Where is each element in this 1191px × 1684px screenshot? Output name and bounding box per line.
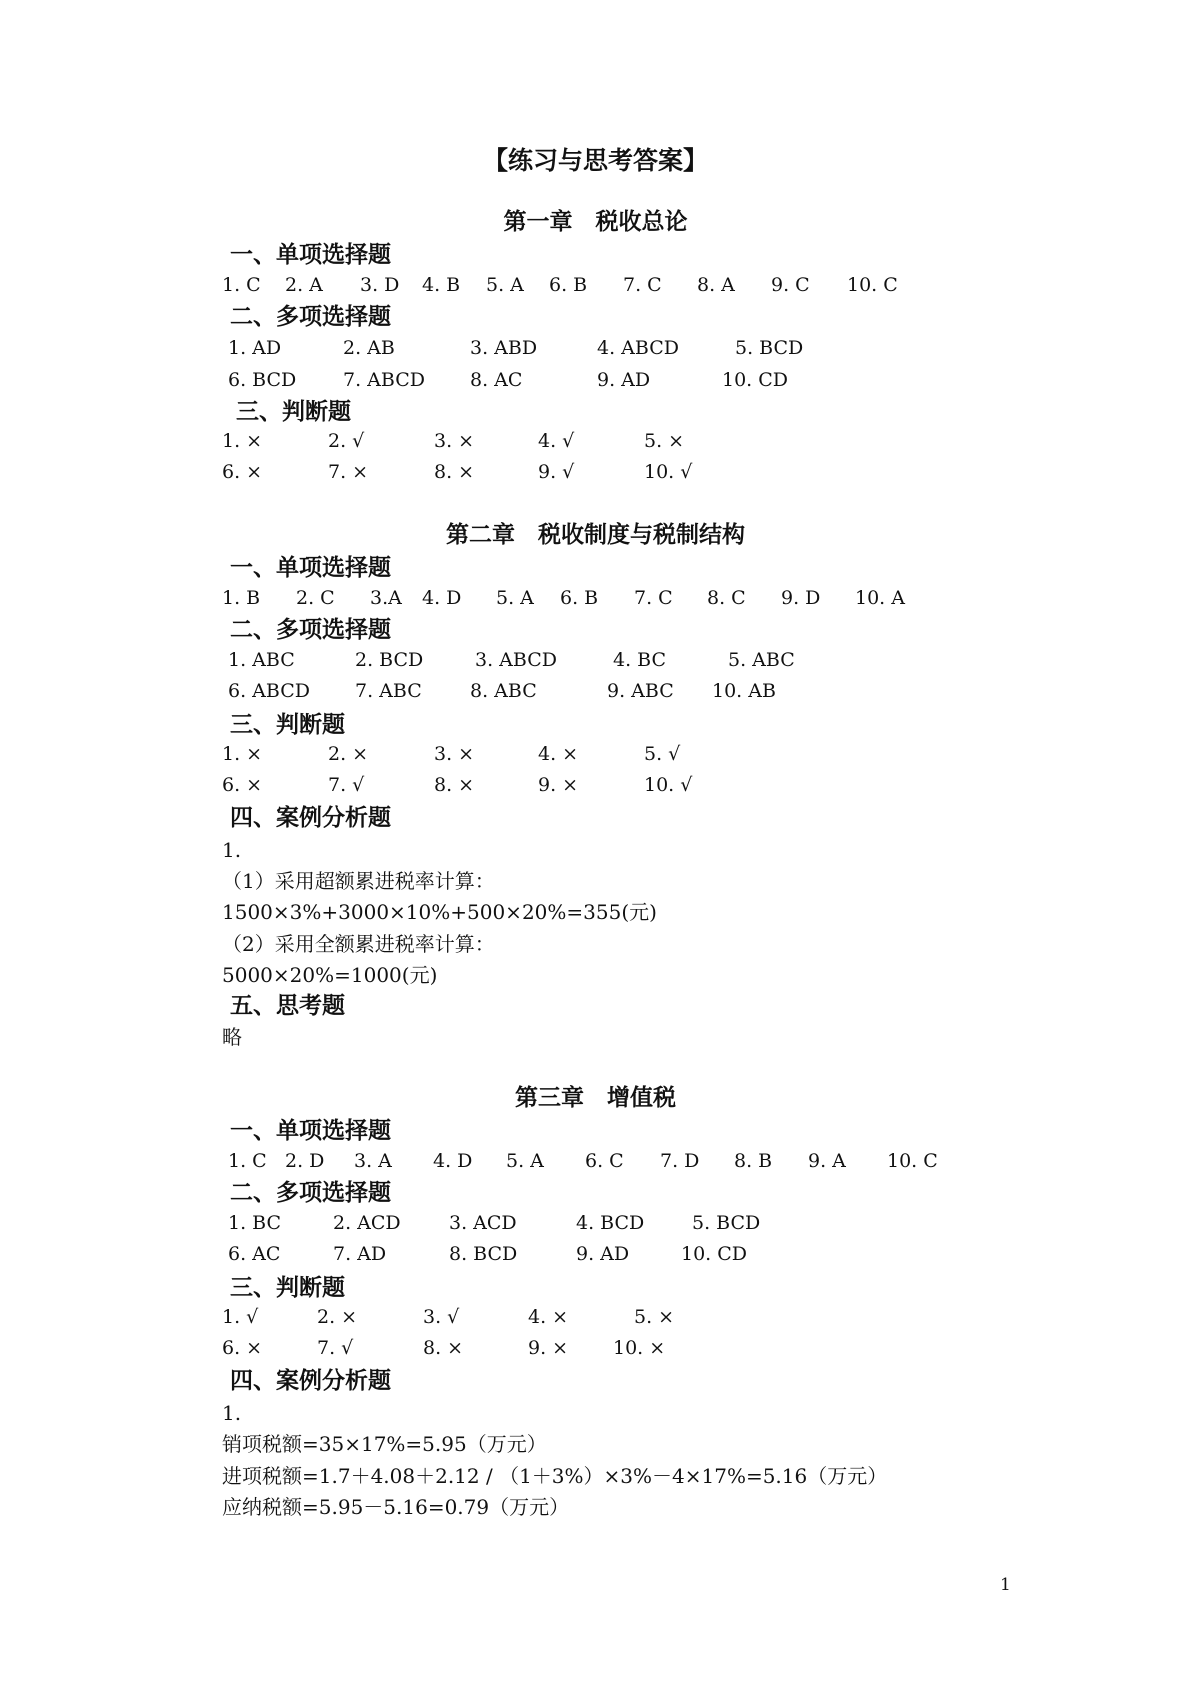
ch3-multi-answer: 5. BCD bbox=[692, 1212, 761, 1234]
ch1-judgment-answer: 6. × bbox=[222, 461, 263, 483]
ch3-judgment-answer: 4. × bbox=[528, 1306, 569, 1328]
ch2-think-heading: 五、思考题 bbox=[230, 992, 345, 1019]
ch3-multi-answer: 1. BC bbox=[228, 1212, 282, 1234]
ch1-single-answer: 1. C bbox=[222, 274, 261, 296]
ch2-multi-answer: 8. ABC bbox=[470, 680, 537, 702]
ch1-multi-answer: 9. AD bbox=[597, 369, 651, 391]
ch2-multi-choice-heading: 二、多项选择题 bbox=[230, 616, 391, 643]
ch3-single-answer: 4. D bbox=[433, 1150, 473, 1172]
ch3-multi-answer: 3. ACD bbox=[449, 1212, 517, 1234]
ch2-single-answer: 7. C bbox=[634, 587, 673, 609]
ch2-judgment-answer: 4. × bbox=[538, 743, 579, 765]
ch2-judgment-answer: 5. √ bbox=[644, 743, 681, 765]
ch1-single-answer: 7. C bbox=[623, 274, 662, 296]
page-number: 1 bbox=[1000, 1575, 1011, 1595]
ch3-judgment-answer: 1. √ bbox=[222, 1306, 259, 1328]
ch2-case-line: 1500×3%+3000×10%+500×20%=355(元) bbox=[222, 900, 657, 924]
ch1-judgment-answer: 4. √ bbox=[538, 430, 575, 452]
chapter-2-title: 第二章 税收制度与税制结构 bbox=[446, 521, 745, 548]
ch1-single-answer: 9. C bbox=[771, 274, 810, 296]
ch3-single-answer: 3. A bbox=[354, 1150, 392, 1172]
ch1-single-answer: 5. A bbox=[486, 274, 524, 296]
ch1-judgment-answer: 1. × bbox=[222, 430, 263, 452]
ch3-single-answer: 10. C bbox=[887, 1150, 938, 1172]
ch3-single-answer: 9. A bbox=[808, 1150, 846, 1172]
ch3-single-answer: 6. C bbox=[585, 1150, 624, 1172]
ch2-judgment-answer: 1. × bbox=[222, 743, 263, 765]
ch2-case-line: （2）采用全额累进税率计算： bbox=[222, 932, 495, 956]
ch1-multi-answer: 6. BCD bbox=[228, 369, 297, 391]
ch1-single-answer: 2. A bbox=[285, 274, 323, 296]
ch2-multi-answer: 5. ABC bbox=[728, 649, 795, 671]
ch2-single-answer: 3.A bbox=[370, 587, 402, 609]
ch3-judgment-answer: 7. √ bbox=[317, 1337, 354, 1359]
ch2-multi-answer: 9. ABC bbox=[607, 680, 674, 702]
ch2-multi-answer: 3. ABCD bbox=[475, 649, 557, 671]
chapter-3-title: 第三章 增值税 bbox=[515, 1084, 676, 1111]
ch3-single-answer: 5. A bbox=[506, 1150, 544, 1172]
ch2-case-line: 1. bbox=[222, 838, 242, 862]
ch2-case-heading: 四、案例分析题 bbox=[230, 804, 391, 831]
ch2-case-line: 5000×20%=1000(元) bbox=[222, 963, 438, 987]
ch2-single-answer: 9. D bbox=[781, 587, 821, 609]
ch3-multi-answer: 7. AD bbox=[333, 1243, 387, 1265]
ch1-judgment-answer: 2. √ bbox=[328, 430, 365, 452]
ch2-multi-answer: 7. ABC bbox=[355, 680, 422, 702]
ch2-single-answer: 1. B bbox=[222, 587, 261, 609]
ch1-multi-answer: 3. ABD bbox=[470, 337, 538, 359]
ch3-judgment-answer: 5. × bbox=[634, 1306, 675, 1328]
ch2-judgment-answer: 6. × bbox=[222, 774, 263, 796]
ch1-judgment-answer: 7. × bbox=[328, 461, 369, 483]
ch1-multi-answer: 7. ABCD bbox=[343, 369, 425, 391]
ch2-single-answer: 10. A bbox=[855, 587, 905, 609]
ch2-judgment-answer: 3. × bbox=[434, 743, 475, 765]
ch2-single-answer: 6. B bbox=[560, 587, 599, 609]
ch3-judgment-answer: 9. × bbox=[528, 1337, 569, 1359]
ch1-multi-answer: 4. ABCD bbox=[597, 337, 679, 359]
ch1-judgment-heading: 三、判断题 bbox=[236, 398, 351, 425]
ch1-single-answer: 8. A bbox=[697, 274, 735, 296]
ch3-judgment-answer: 3. √ bbox=[423, 1306, 460, 1328]
ch3-judgment-answer: 2. × bbox=[317, 1306, 358, 1328]
ch2-judgment-answer: 7. √ bbox=[328, 774, 365, 796]
ch2-single-choice-heading: 一、单项选择题 bbox=[230, 554, 391, 581]
ch1-judgment-answer: 8. × bbox=[434, 461, 475, 483]
ch3-case-line: 1. bbox=[222, 1401, 242, 1425]
ch1-multi-answer: 5. BCD bbox=[735, 337, 804, 359]
ch2-judgment-answer: 2. × bbox=[328, 743, 369, 765]
ch3-case-line: 应纳税额=5.95－5.16=0.79（万元） bbox=[222, 1495, 570, 1519]
ch2-think-answer: 略 bbox=[222, 1025, 242, 1049]
ch1-single-answer: 6. B bbox=[549, 274, 588, 296]
ch3-judgment-heading: 三、判断题 bbox=[230, 1274, 345, 1301]
ch3-judgment-answer: 6. × bbox=[222, 1337, 263, 1359]
ch2-single-answer: 4. D bbox=[422, 587, 462, 609]
ch3-judgment-answer: 10. × bbox=[613, 1337, 666, 1359]
ch2-single-answer: 5. A bbox=[496, 587, 534, 609]
ch3-case-heading: 四、案例分析题 bbox=[230, 1367, 391, 1394]
ch2-judgment-answer: 9. × bbox=[538, 774, 579, 796]
ch3-multi-answer: 4. BCD bbox=[576, 1212, 645, 1234]
ch3-multi-answer: 2. ACD bbox=[333, 1212, 401, 1234]
ch1-judgment-answer: 3. × bbox=[434, 430, 475, 452]
ch1-multi-answer: 10. CD bbox=[722, 369, 789, 391]
ch1-multi-answer: 1. AD bbox=[228, 337, 282, 359]
ch2-multi-answer: 2. BCD bbox=[355, 649, 424, 671]
ch1-judgment-answer: 9. √ bbox=[538, 461, 575, 483]
ch1-single-answer: 10. C bbox=[847, 274, 898, 296]
ch2-judgment-heading: 三、判断题 bbox=[230, 711, 345, 738]
ch1-multi-answer: 8. AC bbox=[470, 369, 523, 391]
ch2-multi-answer: 1. ABC bbox=[228, 649, 295, 671]
ch3-multi-answer: 9. AD bbox=[576, 1243, 630, 1265]
ch3-case-line: 进项税额=1.7＋4.08＋2.12 / （1＋3%）×3%－4×17%=5.16（万元） bbox=[222, 1464, 888, 1488]
ch3-multi-choice-heading: 二、多项选择题 bbox=[230, 1179, 391, 1206]
ch3-single-answer: 2. D bbox=[285, 1150, 325, 1172]
ch2-multi-answer: 6. ABCD bbox=[228, 680, 310, 702]
ch3-single-answer: 1. C bbox=[228, 1150, 267, 1172]
ch1-judgment-answer: 5. × bbox=[644, 430, 685, 452]
ch3-multi-answer: 6. AC bbox=[228, 1243, 281, 1265]
ch1-judgment-answer: 10. √ bbox=[644, 461, 693, 483]
ch2-judgment-answer: 10. √ bbox=[644, 774, 693, 796]
ch3-single-answer: 7. D bbox=[660, 1150, 700, 1172]
page-title: 【练习与思考答案】 bbox=[482, 146, 708, 175]
ch2-multi-answer: 4. BC bbox=[613, 649, 667, 671]
ch1-single-answer: 4. B bbox=[422, 274, 461, 296]
ch3-single-answer: 8. B bbox=[734, 1150, 773, 1172]
ch2-multi-answer: 10. AB bbox=[712, 680, 776, 702]
ch3-case-line: 销项税额=35×17%=5.95（万元） bbox=[222, 1432, 547, 1456]
ch1-multi-answer: 2. AB bbox=[343, 337, 395, 359]
ch1-single-answer: 3. D bbox=[360, 274, 400, 296]
ch2-single-answer: 2. C bbox=[296, 587, 335, 609]
ch1-single-choice-heading: 一、单项选择题 bbox=[230, 241, 391, 268]
ch2-single-answer: 8. C bbox=[707, 587, 746, 609]
ch3-single-choice-heading: 一、单项选择题 bbox=[230, 1117, 391, 1144]
ch3-multi-answer: 10. CD bbox=[681, 1243, 748, 1265]
ch3-multi-answer: 8. BCD bbox=[449, 1243, 518, 1265]
ch1-multi-choice-heading: 二、多项选择题 bbox=[230, 303, 391, 330]
chapter-1-title: 第一章 税收总论 bbox=[503, 208, 688, 235]
ch2-judgment-answer: 8. × bbox=[434, 774, 475, 796]
ch3-judgment-answer: 8. × bbox=[423, 1337, 464, 1359]
ch2-case-line: （1）采用超额累进税率计算： bbox=[222, 869, 495, 893]
